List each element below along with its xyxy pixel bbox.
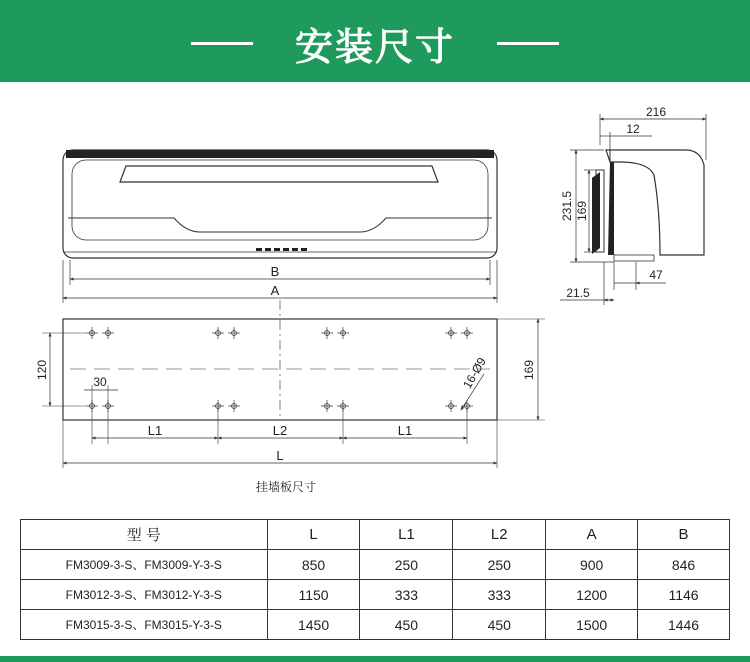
cell-b: 1446 (638, 610, 730, 640)
table-header-row (21, 520, 730, 550)
cell-l: 1450 (267, 610, 360, 640)
cell-model: FM3012-3-S、FM3012-Y-3-S (21, 580, 268, 610)
dim-b-label: B (270, 264, 280, 279)
spec-table (20, 519, 730, 640)
header-a: A (546, 520, 638, 550)
control-panel-icons (256, 248, 307, 251)
header-l2: L2 (453, 520, 546, 550)
cell-l1: 250 (360, 550, 453, 580)
cell-l2: 333 (453, 580, 546, 610)
cell-l1: 333 (360, 580, 453, 610)
dim-120-label: 120 (35, 359, 49, 381)
header-l1: L1 (360, 520, 453, 550)
cell-l: 850 (267, 550, 360, 580)
dim-47-label: 47 (649, 268, 663, 282)
header-b: B (638, 520, 730, 550)
dim-30-label: 30 (93, 375, 107, 389)
hole-spec-label: 16-Ø9 (460, 355, 489, 391)
dim-12-label: 12 (626, 122, 640, 136)
cell-model: FM3009-3-S、FM3009-Y-3-S (21, 550, 268, 580)
cell-b: 1146 (638, 580, 730, 610)
cell-a: 1500 (546, 610, 638, 640)
dim-169-side-label: 169 (575, 200, 589, 222)
dim-l-label: L (276, 448, 284, 463)
cell-a: 900 (546, 550, 638, 580)
cell-l2: 450 (453, 610, 546, 640)
mounting-holes (86, 327, 473, 412)
dim-a-label: A (270, 283, 280, 298)
dim-21-5-label: 21.5 (566, 286, 590, 300)
wall-plate-caption: 挂墙板尺寸 (255, 480, 316, 494)
header-model: 型 号 (21, 520, 268, 550)
dim-169-plate-label: 169 (522, 359, 536, 381)
cell-l2: 250 (453, 550, 546, 580)
header-l: L (267, 520, 360, 550)
dim-231-5-label: 231.5 (560, 190, 574, 222)
footer-bar (0, 656, 750, 662)
cell-l: 1150 (267, 580, 360, 610)
cell-b: 846 (638, 550, 730, 580)
cell-model: FM3015-3-S、FM3015-Y-3-S (21, 610, 268, 640)
dim-l2-label: L2 (272, 423, 288, 438)
table-row (21, 610, 730, 640)
dim-l1-right-label: L1 (397, 423, 413, 438)
front-view-unit (63, 150, 497, 303)
cell-l1: 450 (360, 610, 453, 640)
dim-216-label: 216 (645, 105, 667, 119)
table-row (21, 580, 730, 610)
cell-a: 1200 (546, 580, 638, 610)
dim-l1-left-label: L1 (147, 423, 163, 438)
page-title: 安装尺寸 (294, 25, 455, 69)
table-row (21, 550, 730, 580)
